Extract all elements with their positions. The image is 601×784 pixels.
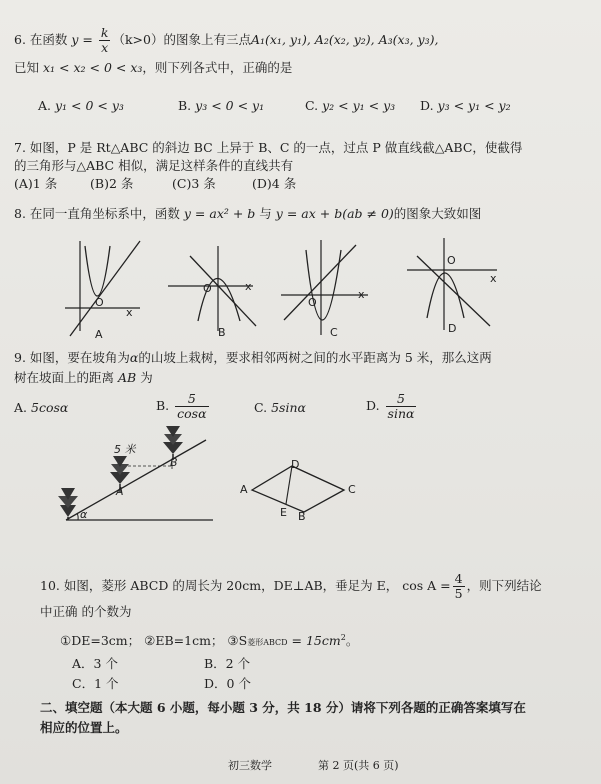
q9-opt-a [14, 400, 68, 416]
q6-known-line [14, 60, 292, 76]
q9-opt-b-den: cosα [177, 406, 207, 421]
q9-slope-figure [48, 420, 228, 530]
q9-opt-b [156, 392, 211, 421]
q8-stem [14, 206, 481, 222]
q8-graph-c-origin: O [308, 296, 317, 309]
q9-opt-d-frac [386, 392, 417, 421]
q10-line1 [40, 572, 542, 601]
q9-opt-d-den: sinα [387, 406, 415, 421]
q9-opt-b-num: 5 [175, 392, 208, 407]
q10-items [60, 630, 358, 651]
q6-opt-c-text: y₂ < y₁ < y₃ [322, 98, 396, 113]
q10-opt-b: B．2 个 [204, 656, 251, 671]
q8-graph-b-origin: O [203, 282, 212, 295]
q9-opt-d [366, 392, 418, 421]
q6-known-pre: 已知 [14, 60, 40, 75]
q7-opt-c: (C)3 条 [172, 176, 216, 191]
q6-opt-b-text: y₃ < 0 < y₁ [195, 98, 265, 113]
q8-graph-a-x: x [126, 306, 133, 319]
rhombus-b-label: B [298, 510, 306, 523]
q9-line1 [14, 350, 492, 366]
q10-cos-frac [453, 572, 465, 601]
q10-item-3-pre: ③S [227, 633, 248, 649]
rhombus-a-label: A [240, 483, 248, 496]
q9-line2-post: 为 [140, 370, 153, 385]
q10-cos: cos A = [402, 578, 451, 593]
q9-line1-post: 的山坡上栽树，要求相邻两树之间的水平距离为 5 米，那么这两 [138, 350, 492, 365]
rhombus-d-label: D [291, 458, 300, 471]
q10-item-3-post: = 15cm [287, 633, 341, 649]
q10-line1-pre: 10. 如图，菱形 ABCD 的周长为 20cm，DE⊥AB，垂足为 E， [40, 578, 399, 593]
footer-subject: 初三数学 [228, 759, 272, 772]
q8-graph-c-label: C [330, 326, 338, 339]
q8-pre: 8. 在同一直角坐标系中，函数 [14, 206, 180, 221]
q9-opt-c-label: C. [254, 400, 268, 415]
q9-line2-pre: 树在坡面上的距离 [14, 370, 115, 385]
q9-fig-a: A [116, 485, 124, 498]
q10-line2: 中正确 的个数为 [40, 604, 132, 619]
q8-graph-a-label: A [95, 328, 103, 341]
q10-opt-c: C．1 个 [72, 676, 119, 691]
q8-graph-d-label: D [448, 322, 457, 335]
q9-opt-d-num: 5 [386, 392, 417, 407]
q8-graph-b [168, 246, 258, 346]
q6-func-y: y [71, 32, 79, 47]
q8-graph-a-origin: O [95, 296, 104, 309]
q10-opt-d: D．0 个 [204, 676, 251, 691]
q8-f2: y = ax + b(ab ≠ 0) [275, 206, 394, 221]
q9-fig-b: B [170, 456, 178, 469]
q6-cond: （k>0）的图象上有三点 [112, 32, 251, 47]
q7-line1: 7. 如图，P 是 Rt△ABC 的斜边 BC 上异于 B、C 的一点，过点 P 做直线截△ABC，使截得 [14, 140, 523, 155]
q9-opt-b-label: B. [156, 398, 170, 413]
q9-opt-c-text: 5sinα [271, 400, 306, 415]
q10-opt-a: A．3 个 [72, 656, 118, 671]
q7-opt-a: (A)1 条 [14, 176, 58, 191]
q8-post: 的图象大致如图 [393, 206, 482, 221]
q9-opt-a-label: A. [14, 400, 28, 415]
footer-page: 第 2 页(共 6 页) [318, 759, 399, 772]
section2-line2: 相应的位置上。 [40, 720, 128, 735]
q6-known-post: ，则下列各式中，正确的是 [142, 60, 293, 75]
q6-opt-d-label: D. [420, 98, 434, 113]
rhombus-c-label: C [348, 483, 356, 496]
q6-frac-num: k [100, 25, 109, 40]
q8-mid: 与 [259, 206, 272, 221]
q8-graph-a [60, 236, 150, 346]
q9-fig-5m: 5 米 [114, 443, 136, 456]
q6-stem [14, 26, 438, 55]
q8-graph-d-x: x [490, 272, 497, 285]
q6-stem-text: 6. 在函数 [14, 32, 68, 47]
q9-opt-c [254, 400, 306, 416]
q9-line2 [14, 370, 153, 386]
q6-opt-b [178, 98, 264, 114]
q9-ab: AB [118, 370, 137, 385]
q9-line1-pre: 9. 如图，要在坡角为 [14, 350, 130, 365]
q10-item-1: ①DE=3cm； [60, 633, 141, 649]
q9-fig-alpha: α [80, 508, 88, 521]
q6-frac-den: x [101, 40, 109, 55]
q6-known: x₁ < x₂ < 0 < x₃ [43, 60, 143, 75]
q7-line2: 的三角形与△ABC 相似，满足这样条件的直线共有 [14, 158, 294, 173]
q10-line1-post: ，则下列结论 [466, 578, 542, 593]
q7-opt-d: (D)4 条 [252, 176, 297, 191]
q6-points: A₁(x₁, y₁), A₂(x₂, y₂), A₃(x₃, y₃), [250, 32, 439, 47]
q6-opt-b-label: B. [178, 98, 192, 113]
q10-cos-den: 5 [454, 586, 463, 601]
q6-opt-a-label: A. [38, 98, 52, 113]
section2-line1: 二、填空题（本大题 6 小题，每小题 3 分，共 18 分）请将下列各题的正确答案填写在 [40, 700, 526, 715]
q6-opt-d-text: y₃ < y₁ < y₂ [437, 98, 511, 113]
rhombus-e-label: E [280, 506, 287, 519]
q6-opt-d [420, 98, 511, 114]
q10-item-3-sub: 菱形ABCD [247, 638, 288, 648]
q8-graph-d-origin: O [447, 254, 456, 267]
q8-graph-b-x: x [245, 280, 252, 293]
q9-opt-b-frac [175, 392, 208, 421]
q6-opt-a [38, 98, 124, 114]
q6-opt-c-label: C. [305, 98, 319, 113]
q10-item-2: ②EB=1cm； [144, 633, 224, 649]
q6-func-eq: = [78, 32, 97, 47]
q8-graph-b-label: B [218, 326, 226, 339]
q10-cos-num: 4 [454, 571, 463, 586]
q8-f1: y = ax² + b [183, 206, 256, 221]
q6-opt-a-text: y₁ < 0 < y₃ [55, 98, 124, 113]
q6-func-frac [99, 26, 111, 55]
q9-opt-a-text: 5cosα [31, 400, 69, 415]
q8-graph-c-x: x [358, 288, 365, 301]
q9-opt-d-label: D. [366, 398, 380, 413]
q10-item-3-sup: 2 [340, 633, 346, 642]
q9-alpha: α [129, 350, 139, 365]
q10-item-3-end: 。 [345, 633, 359, 649]
q7-opt-b: (B)2 条 [90, 176, 134, 191]
q6-opt-c [305, 98, 395, 114]
